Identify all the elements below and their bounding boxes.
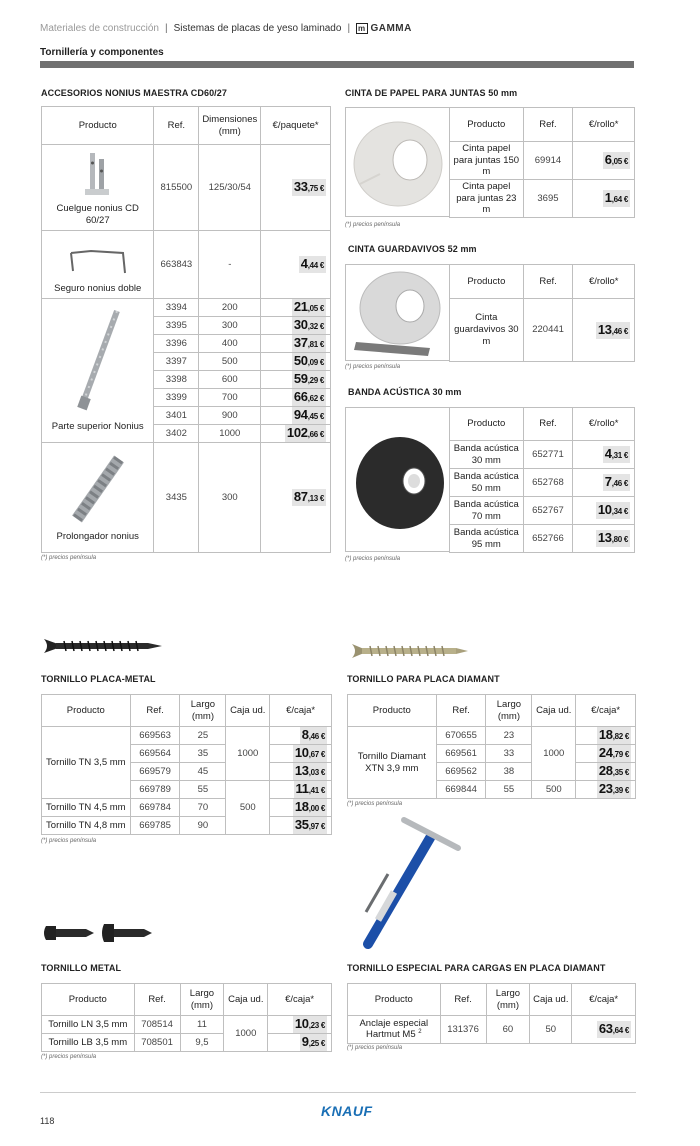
largo: 90 <box>180 817 226 835</box>
largo: 35 <box>180 745 226 763</box>
dimensiones: - <box>199 231 261 299</box>
table-row <box>348 1016 636 1044</box>
ref: 3395 <box>154 317 199 335</box>
metal-title: TORNILLO METAL <box>41 963 122 973</box>
price: 87,13 € <box>293 489 324 504</box>
banda-acustica-image <box>345 407 449 552</box>
ref: 815500 <box>154 145 199 231</box>
ref: 669785 <box>130 817 180 835</box>
especial-title: TORNILLO ESPECIAL PARA CARGAS EN PLACA DIAMANT <box>347 963 606 973</box>
ref: 3402 <box>154 425 199 443</box>
section-title: Tornillería y componentes <box>40 47 164 58</box>
crumb-materiales[interactable]: Materiales de construcción <box>40 23 159 34</box>
producto-parte-superior: Parte superior Nonius <box>51 421 144 433</box>
col-precio: €/caja* <box>268 984 332 1016</box>
price: 35,97 € <box>294 817 325 832</box>
parte-superior-nonius-image <box>63 307 133 417</box>
ref: 669844 <box>436 781 486 799</box>
ref: 3396 <box>154 335 199 353</box>
producto: Banda acústica 50 mm <box>450 469 524 497</box>
tornillo-placa-metal-image <box>40 636 164 656</box>
tornillo-diamant-image <box>350 642 470 660</box>
col-producto: Producto <box>42 984 135 1016</box>
brand-name: GAMMA <box>370 23 412 34</box>
table-row <box>450 142 635 180</box>
col-producto: Producto <box>42 107 154 145</box>
producto-seguro: Seguro nonius doble <box>54 283 142 295</box>
cinta-papel-image <box>345 107 449 217</box>
col-ref: Ref. <box>523 108 573 142</box>
col-ref: Ref. <box>523 265 573 299</box>
price: 10,67 € <box>294 745 325 760</box>
table-row <box>42 1034 332 1052</box>
largo: 55 <box>180 781 226 799</box>
dimensiones: 300 <box>199 443 261 553</box>
col-caja: Caja ud. <box>224 984 268 1016</box>
ref: 669563 <box>130 727 180 745</box>
largo: 55 <box>486 781 532 799</box>
table-row <box>42 727 332 745</box>
producto: Tornillo LN 3,5 mm <box>42 1016 135 1034</box>
caja: 500 <box>532 781 576 799</box>
section-bar <box>40 61 634 68</box>
col-largo: Largo (mm) <box>486 984 530 1016</box>
table-row <box>450 525 635 553</box>
col-producto: Producto <box>450 408 524 441</box>
producto-prolongador: Prolongador nonius <box>56 531 139 543</box>
col-precio: €/rollo* <box>573 108 635 142</box>
table-row <box>42 443 331 553</box>
ref: 652768 <box>523 469 573 497</box>
ref: 3435 <box>154 443 199 553</box>
ref: 708501 <box>134 1034 180 1052</box>
table-row <box>42 145 331 231</box>
table-row <box>450 497 635 525</box>
largo: 33 <box>486 745 532 763</box>
producto: Anclaje especial Hartmut M5 <box>359 1017 429 1041</box>
note-nonius: (*) precios península <box>41 555 97 561</box>
dimensiones: 600 <box>199 371 261 389</box>
col-ref: Ref. <box>154 107 199 145</box>
ref: 3397 <box>154 353 199 371</box>
producto: Tornillo TN 4,5 mm <box>42 799 131 817</box>
price: 94,45 € <box>293 407 324 422</box>
col-precio: €/paquete* <box>261 107 331 145</box>
header-breadcrumb: Materiales de construcción | Sistemas de placas de yeso laminado | m GAMMA <box>40 23 412 34</box>
nonius-title: ACCESORIOS NONIUS MAESTRA CD60/27 <box>41 88 227 98</box>
dimensiones: 700 <box>199 389 261 407</box>
ref: 131376 <box>440 1016 486 1044</box>
col-ref: Ref. <box>523 408 573 441</box>
ref: 3401 <box>154 407 199 425</box>
col-ref: Ref. <box>130 695 180 727</box>
ref: 3394 <box>154 299 199 317</box>
caja: 1000 <box>224 1016 268 1052</box>
table-row <box>42 799 332 817</box>
especial-table <box>347 983 636 1044</box>
dimensiones: 200 <box>199 299 261 317</box>
price: 9,25 € <box>301 1034 325 1049</box>
price: 28,35 € <box>598 763 629 778</box>
caja: 1000 <box>532 727 576 781</box>
col-caja: Caja ud. <box>226 695 270 727</box>
largo: 9,5 <box>180 1034 224 1052</box>
col-producto: Producto <box>450 265 524 299</box>
col-precio: €/caja* <box>576 695 636 727</box>
price: 63,64 € <box>598 1021 629 1036</box>
dimensiones: 125/30/54 <box>199 145 261 231</box>
col-dimensiones: Dimensiones (mm) <box>199 107 261 145</box>
cinta-guardavivos-image <box>345 264 449 361</box>
table-row <box>42 817 332 835</box>
price: 4,44 € <box>300 256 324 271</box>
page-number: 118 <box>40 1116 55 1126</box>
banda-table <box>449 407 635 553</box>
metal-table <box>41 983 332 1052</box>
prolongador-nonius-image <box>63 453 133 527</box>
price: 66,62 € <box>293 389 324 404</box>
dimensiones: 400 <box>199 335 261 353</box>
tornillo-metal-image <box>42 922 154 944</box>
ref: 663843 <box>154 231 199 299</box>
price: 23,39 € <box>598 781 629 796</box>
brand-mark: m <box>358 24 366 33</box>
caja: 50 <box>530 1016 572 1044</box>
ref: 669789 <box>130 781 180 799</box>
caja: 1000 <box>226 727 270 781</box>
col-precio: €/caja* <box>270 695 332 727</box>
col-producto: Producto <box>42 695 131 727</box>
col-largo: Largo (mm) <box>180 695 226 727</box>
ref: 669784 <box>130 799 180 817</box>
table-row <box>42 299 331 317</box>
producto: Banda acústica 30 mm <box>450 441 524 469</box>
ref: 652771 <box>523 441 573 469</box>
col-caja: Caja ud. <box>530 984 572 1016</box>
guarda-title: CINTA GUARDAVIVOS 52 mm <box>348 244 477 254</box>
producto: Tornillo LB 3,5 mm <box>42 1034 135 1052</box>
producto: Tornillo TN 3,5 mm <box>42 727 131 799</box>
cinta-table <box>449 107 635 218</box>
table-row <box>450 299 635 362</box>
seguro-nonius-image <box>63 243 133 279</box>
ref: 652767 <box>523 497 573 525</box>
placa-table <box>41 694 332 835</box>
cuelgue-nonius-image <box>68 151 128 199</box>
col-producto: Producto <box>348 984 441 1016</box>
price: 18,00 € <box>294 799 325 814</box>
diamant-title: TORNILLO PARA PLACA DIAMANT <box>347 674 500 684</box>
dimensiones: 500 <box>199 353 261 371</box>
price: 6,05 € <box>604 152 628 167</box>
price: 13,03 € <box>294 763 325 778</box>
ref: 708514 <box>134 1016 180 1034</box>
price: 24,79 € <box>598 745 629 760</box>
price: 21,05 € <box>293 299 324 314</box>
price: 1,64 € <box>604 190 628 205</box>
dimensiones: 1000 <box>199 425 261 443</box>
note-metal: (*) precios península <box>41 1054 97 1060</box>
cinta-title: CINTA DE PAPEL PARA JUNTAS 50 mm <box>345 88 518 98</box>
ref: 220441 <box>523 299 573 362</box>
producto: Tornillo TN 4,8 mm <box>42 817 131 835</box>
price: 13,80 € <box>597 530 628 545</box>
table-row <box>450 469 635 497</box>
banda-title: BANDA ACÚSTICA 30 mm <box>348 387 462 397</box>
ref: 669564 <box>130 745 180 763</box>
anclaje-hartmut-image <box>350 812 470 952</box>
ref: 3399 <box>154 389 199 407</box>
note-placa: (*) precios península <box>41 838 97 844</box>
knauf-logo: KNAUF <box>321 1103 373 1119</box>
note-especial: (*) precios península <box>347 1045 403 1051</box>
price: 33,75 € <box>293 179 324 194</box>
producto: Banda acústica 95 mm <box>450 525 524 553</box>
superscript: 2 <box>418 1029 422 1036</box>
producto: Banda acústica 70 mm <box>450 497 524 525</box>
largo: 11 <box>180 1016 224 1034</box>
producto-cuelgue: Cuelgue nonius CD 60/27 <box>56 203 139 227</box>
dimensiones: 300 <box>199 317 261 335</box>
ref: 3695 <box>523 180 573 218</box>
ref: 3398 <box>154 371 199 389</box>
largo: 70 <box>180 799 226 817</box>
price: 10,34 € <box>597 502 628 517</box>
crumb-sistemas[interactable]: Sistemas de placas de yeso laminado <box>173 23 342 34</box>
diamant-table <box>347 694 636 799</box>
note-banda: (*) precios península <box>345 556 401 562</box>
largo: 45 <box>180 763 226 781</box>
col-largo: Largo (mm) <box>486 695 532 727</box>
ref: 669562 <box>436 763 486 781</box>
price: 10,23 € <box>294 1016 325 1031</box>
note-diamant: (*) precios península <box>347 801 403 807</box>
col-caja: Caja ud. <box>532 695 576 727</box>
nonius-table <box>41 106 331 553</box>
price: 59,29 € <box>293 371 324 386</box>
price: 50,09 € <box>293 353 324 368</box>
footer-divider <box>40 1092 636 1093</box>
ref: 669579 <box>130 763 180 781</box>
guarda-table <box>449 264 635 362</box>
table-row <box>450 180 635 218</box>
col-ref: Ref. <box>134 984 180 1016</box>
producto: Cinta papel para juntas 23 m <box>450 180 524 218</box>
table-row <box>42 1016 332 1034</box>
table-row <box>348 727 636 745</box>
price: 13,46 € <box>597 321 628 337</box>
price: 18,82 € <box>598 727 629 742</box>
ref: 670655 <box>436 727 486 745</box>
col-producto: Producto <box>450 108 524 142</box>
largo: 38 <box>486 763 532 781</box>
ref: 669561 <box>436 745 486 763</box>
col-precio: €/caja* <box>572 984 636 1016</box>
price: 8,46 € <box>301 727 325 742</box>
price: 30,32 € <box>293 317 324 332</box>
col-precio: €/rollo* <box>573 408 635 441</box>
col-producto: Producto <box>348 695 437 727</box>
largo: 25 <box>180 727 226 745</box>
col-ref: Ref. <box>436 695 486 727</box>
ref: 69914 <box>523 142 573 180</box>
col-ref: Ref. <box>440 984 486 1016</box>
caja: 500 <box>226 781 270 835</box>
dimensiones: 900 <box>199 407 261 425</box>
largo: 23 <box>486 727 532 745</box>
table-row <box>42 231 331 299</box>
placa-title: TORNILLO PLACA-METAL <box>41 674 156 684</box>
price: 4,31 € <box>604 446 628 461</box>
table-row <box>450 441 635 469</box>
note-cinta: (*) precios península <box>345 222 401 228</box>
price: 37,81 € <box>293 335 324 350</box>
producto: Cinta guardavivos 30 m <box>450 299 524 362</box>
producto: Cinta papel para juntas 150 m <box>450 142 524 180</box>
note-guarda: (*) precios península <box>345 364 401 370</box>
price: 7,46 € <box>604 474 628 489</box>
col-largo: Largo (mm) <box>180 984 224 1016</box>
largo: 60 <box>486 1016 530 1044</box>
price: 11,41 € <box>295 781 325 796</box>
ref: 652766 <box>523 525 573 553</box>
price: 102,66 € <box>286 425 324 440</box>
col-precio: €/rollo* <box>573 265 635 299</box>
producto: Tornillo Diamant XTN 3,9 mm <box>348 727 437 799</box>
